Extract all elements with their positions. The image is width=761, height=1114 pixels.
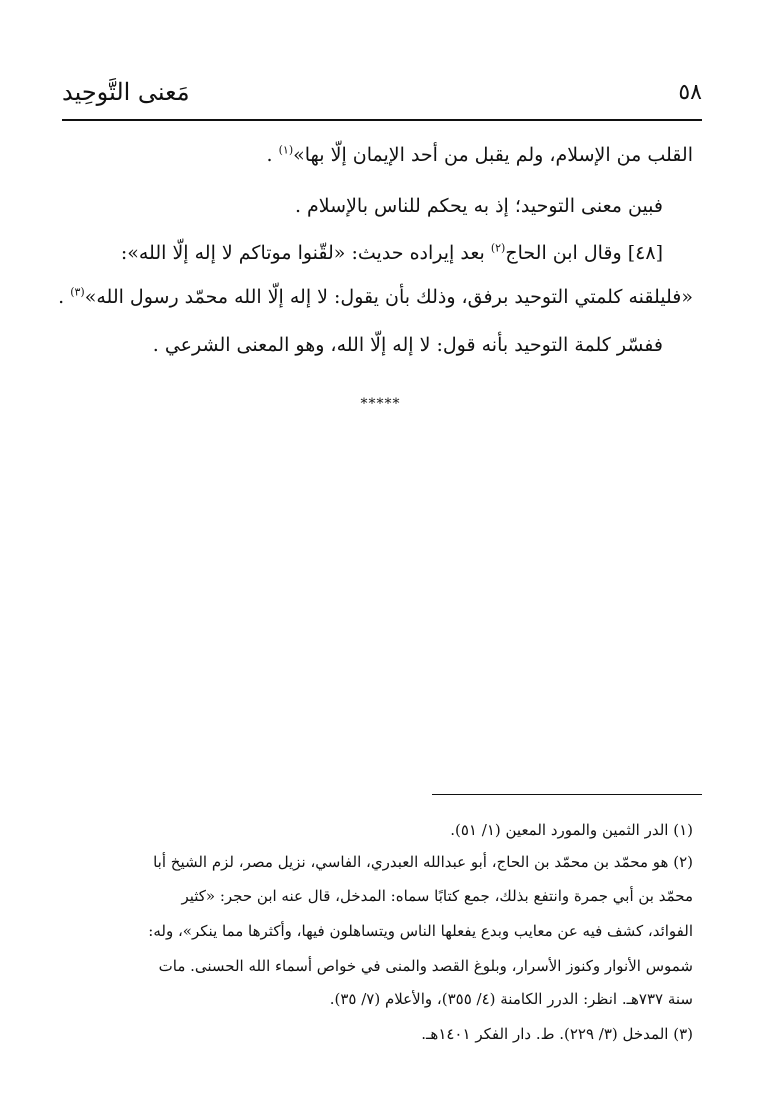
footnote-1: (١) الدر الثمين والمورد المعين (١/ ٥١). <box>450 821 693 839</box>
body-line-1 <box>267 140 693 170</box>
footnote-rule <box>432 794 702 795</box>
body-line-5: ففسّر كلمة التوحيد بأنه قول: لا إله إلّا الله، وهو المعنى الشرعي . <box>152 334 663 356</box>
page-header <box>62 78 702 118</box>
footnote-2-line-5: سنة ٧٣٧هـ. انظر: الدرر الكامنة (٤/ ٣٥٥)، والأعلام (٧/ ٣٥). <box>329 990 693 1008</box>
footnote-ref-1: (١) <box>278 143 294 157</box>
header-rule <box>62 119 702 121</box>
body-line-3-head: [٤٨] وقال ابن الحاج <box>505 242 663 264</box>
body-line-3-tail: بعد إيراده حديث: «لقّنوا موتاكم لا إله إلّا الله»: <box>120 242 491 264</box>
body-line-4-text: «فليلقنه كلمتي التوحيد برفق، وذلك بأن يقول: لا إله إلّا الله محمّد رسول الله» <box>84 286 693 308</box>
footnote-2-line-1: (٢) هو محمّد بن محمّد بن الحاج، أبو عبدالله العبدري، الفاسي، نزيل مصر، لزم الشيخ أبا <box>153 853 693 871</box>
footnote-ref-3: (٣) <box>70 285 85 299</box>
body-line-3 <box>121 238 663 268</box>
page-number: ٥٨ <box>678 80 702 105</box>
body-line-1-tail: . <box>266 144 279 166</box>
footnote-3: (٣) المدخل (٣/ ٢٢٩). ط. دار الفكر ١٤٠١هـ. <box>421 1025 693 1043</box>
footnote-ref-2: (٢) <box>490 241 506 255</box>
footnote-2-line-3: الفوائد، كشف فيه عن معايب وبدع يفعلها الناس ويتساهلون فيها، وأكثرها مما ينكر»، وله: <box>148 922 693 940</box>
footnote-2-line-4: شموس الأنوار وكنوز الأسرار، وبلوغ القصد والمنى في خواص أسماء الله الحسنى. مات <box>158 957 693 975</box>
footnote-2-line-2: محمّد بن أبي جمرة وانتفع بذلك، جمع كتابًا سماه: المدخل، قال عنه ابن حجر: «كثير <box>181 887 693 905</box>
running-title: مَعنى التَّوحِيد <box>62 78 190 106</box>
body-line-4-tail: . <box>58 286 71 308</box>
body-line-1-text: القلب من الإسلام، ولم يقبل من أحد الإيمان إلّا بها» <box>293 144 693 166</box>
section-separator: ***** <box>360 396 401 412</box>
body-line-2: فبين معنى التوحيد؛ إذ به يحكم للناس بالإسلام . <box>294 195 663 217</box>
body-line-4 <box>58 282 693 312</box>
